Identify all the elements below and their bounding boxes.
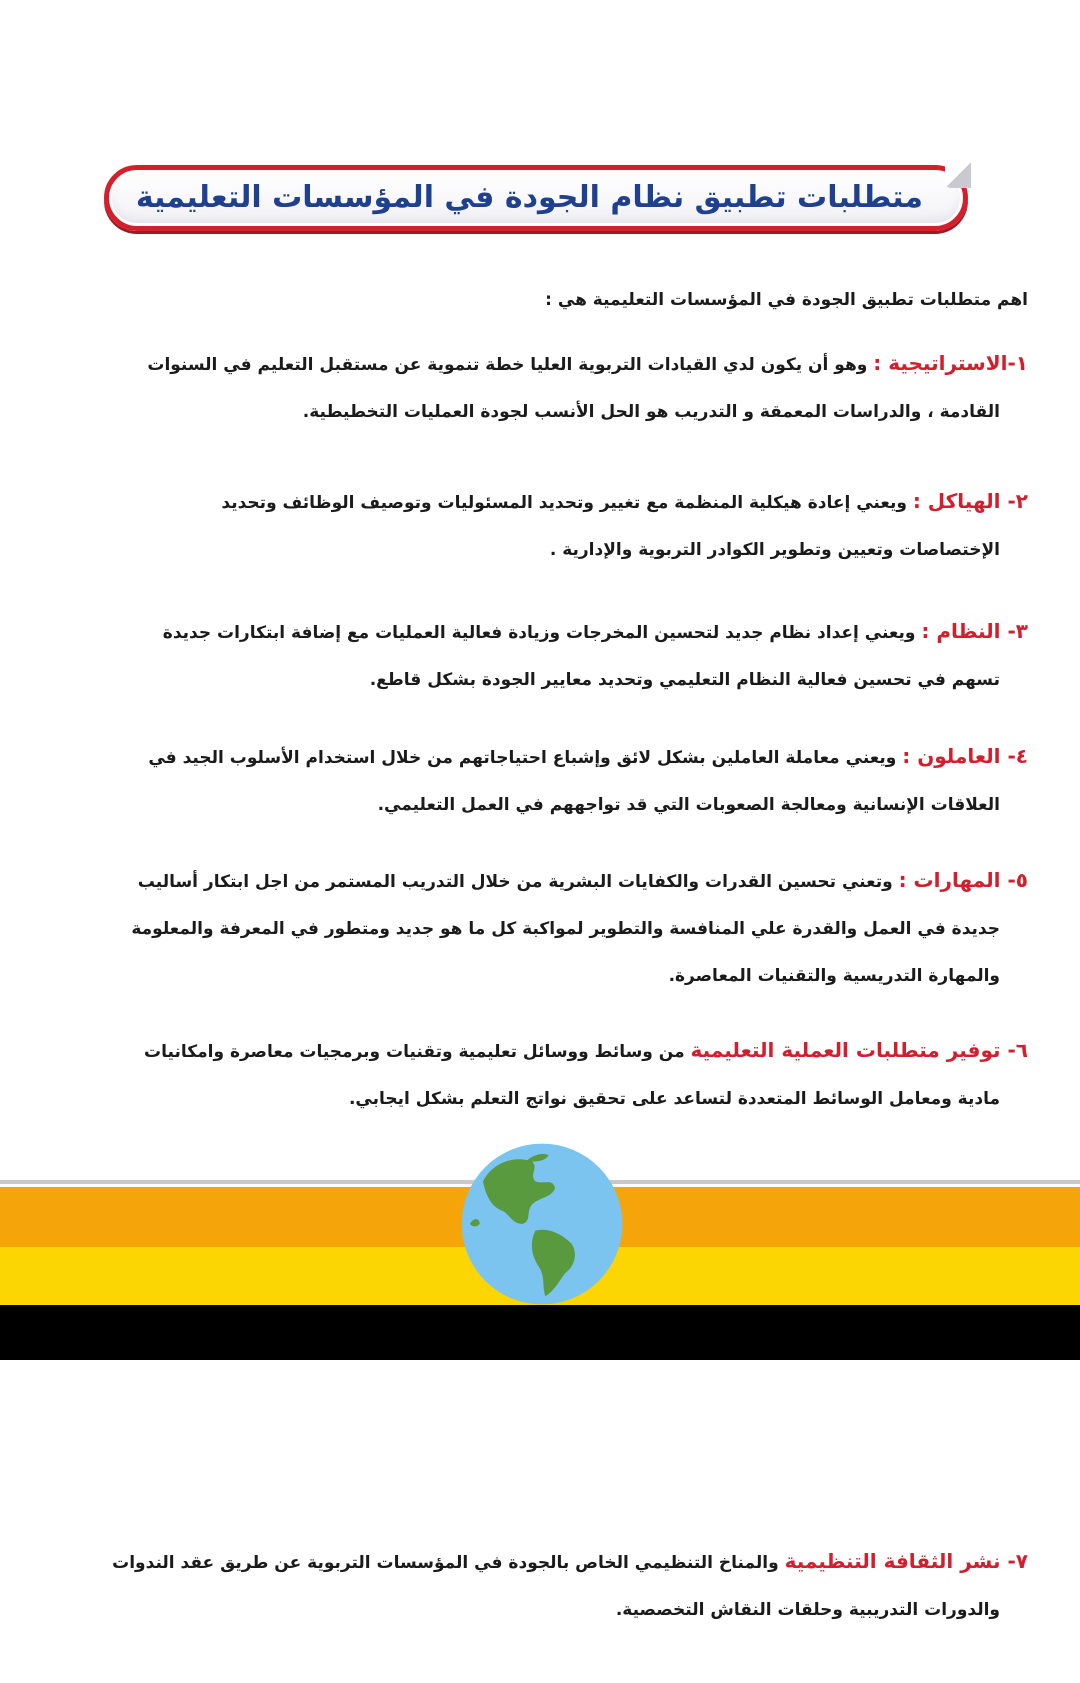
item-lead: ٢- الهياكل : — [912, 489, 1028, 513]
item-text-cont: الإختصاصات وتعيين وتطوير الكوادر التربوية والإدارية . — [549, 540, 1000, 560]
item-text: ويعني إعداد نظام جديد لتحسين المخرجات وزيادة فعالية العمليات مع إضافة ابتكارات جديدة — [162, 623, 916, 643]
item-text-cont: تسهم في تحسين فعالية النظام التعليمي وتحديد معايير الجودة بشكل قاطع. — [369, 670, 1000, 690]
item-text: وهو أن يكون لدي القيادات التربوية العليا خطة تنموية عن مستقبل التعليم في السنوات — [147, 355, 868, 375]
intro-text: اهم متطلبات تطبيق الجودة في المؤسسات التعليمية هي : — [545, 290, 1028, 310]
list-item — [46, 733, 1028, 829]
item-lead: ٥- المهارات : — [898, 868, 1028, 892]
title-banner — [104, 165, 968, 231]
item-text-cont: القادمة ، والدراسات المعمقة و التدريب هو الحل الأنسب لجودة العمليات التخطيطية. — [302, 402, 1000, 422]
item-text-cont: والدورات التدريبية وحلقات النقاش التخصصية. — [615, 1600, 1000, 1620]
item-text: والمناخ التنظيمي الخاص بالجودة في المؤسسات التربوية عن طريق عقد الندوات — [112, 1553, 779, 1573]
item-lead: ٤- العاملون : — [902, 744, 1028, 768]
item-text: وتعني تحسين القدرات والكفايات البشرية من خلال التدريب المستمر من اجل ابتكار أساليب — [137, 872, 893, 892]
list-item — [46, 340, 1028, 436]
item-text-cont: جديدة في العمل والقدرة علي المنافسة والتطوير لمواكبة كل ما هو جديد ومتطور في المعرفة والمعلومة — [131, 919, 1000, 939]
list-item — [46, 608, 1028, 704]
item-text: ويعني معاملة العاملين بشكل لائق وإشباع احتياجاتهم من خلال استخدام الأسلوب الجيد في — [148, 748, 897, 768]
page-curl-corner — [945, 162, 971, 188]
list-item — [46, 857, 1028, 1000]
item-text-cont: مادية ومعامل الوسائط المتعددة لتساعد على تحقيق نواتج التعلم بشكل ايجابي. — [348, 1089, 1000, 1109]
item-lead: ٦- توفير متطلبات العملية التعليمية — [690, 1038, 1028, 1062]
item-text: من وسائط ووسائل تعليمية وتقنيات وبرمجيات معاصرة وامكانيات — [144, 1042, 685, 1062]
globe-americas-icon — [460, 1142, 624, 1306]
item-text-cont: العلاقات الإنسانية ومعالجة الصعوبات التي قد تواجههم في العمل التعليمي. — [377, 795, 1000, 815]
list-item — [46, 478, 1028, 574]
item-lead: ٧- نشر الثقافة التنظيمية — [784, 1549, 1028, 1573]
black-band — [0, 1305, 1080, 1360]
list-item — [46, 1538, 1028, 1634]
item-lead: ١-الاستراتيجية : — [873, 351, 1028, 375]
list-item — [46, 1027, 1028, 1123]
item-lead: ٣- النظام : — [921, 619, 1028, 643]
item-text-cont: والمهارة التدريسية والتقنيات المعاصرة. — [668, 966, 1000, 986]
page-title: متطلبات تطبيق نظام الجودة في المؤسسات التعليمية — [135, 180, 923, 215]
item-text: ويعني إعادة هيكلية المنظمة مع تغيير وتحديد المسئوليات وتوصيف الوظائف وتحديد — [221, 493, 907, 513]
